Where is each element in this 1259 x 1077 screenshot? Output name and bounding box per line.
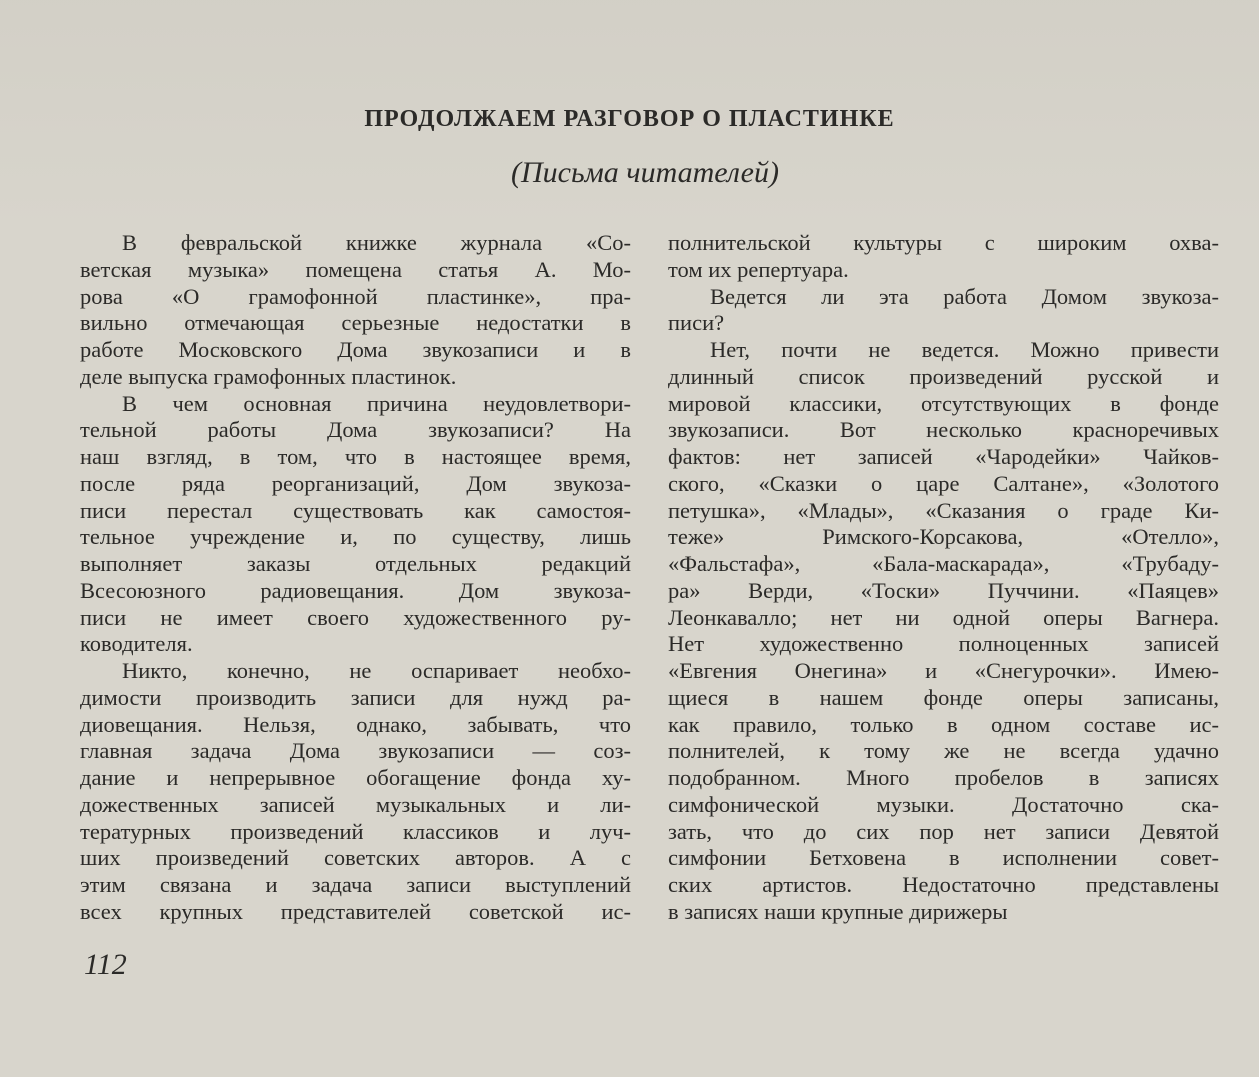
text-line: том их репертуара. (668, 256, 849, 282)
text-line: димости производить записи для нужд ра- (80, 684, 631, 710)
text-line: В чем основная причина неудовлетвори- (122, 390, 631, 416)
text-line: щиеся в нашем фонде оперы записаны, (668, 684, 1219, 710)
text-line: выполняет заказы отдельных редакций (80, 551, 631, 576)
text-line: симфонической музыки. Достаточно ска- (668, 791, 1219, 817)
text-line: фактов: нет записей «Чародейки» Чайков- (668, 444, 1219, 469)
text-line: «Евгения Онегина» и «Снегурочки». Имею- (668, 658, 1219, 683)
text-line: работе Московского Дома звукозаписи и в (80, 337, 631, 362)
text-line: Нет художественно полноценных записей (668, 631, 1219, 657)
text-line: писи перестал существовать как самостоя- (80, 497, 631, 523)
text-line: «Фальстафа», «Бала-маскарада», «Трубаду- (668, 551, 1219, 576)
text-line: ра» Верди, «Тоски» Пуччини. «Паяцев» (668, 577, 1219, 603)
text-line: В февральской книжке журнала «Со- (122, 230, 631, 255)
text-line: зать, что до сих пор нет записи Девятой (668, 818, 1219, 844)
text-line: тельное учреждение и, по существу, лишь (80, 524, 631, 550)
text-line: деле выпуска грамофонных пластинок. (80, 363, 457, 389)
text-line: Леонкавалло; нет ни одной оперы Вагнера. (668, 604, 1219, 630)
text-line: после ряда реорганизаций, Дом звукоза- (80, 470, 631, 496)
text-line: Нет, почти не ведется. Можно привести (710, 337, 1219, 362)
text-line: ветская музыка» помещена статья А. Мо- (80, 256, 631, 282)
text-line: Всесоюзного радиовещания. Дом звукоза- (80, 577, 631, 603)
text-line: писи не имеет своего художественного ру- (80, 604, 631, 630)
text-line: писи? (668, 310, 725, 336)
text-line: ского, «Сказки о царе Салтане», «Золотого (668, 470, 1219, 496)
text-line: мировой классики, отсутствующих в фонде (668, 390, 1219, 416)
left-text-column (80, 230, 631, 926)
text-line: главная задача Дома звукозаписи — соз- (80, 738, 631, 764)
text-line: симфонии Бетховена в исполнении совет- (668, 845, 1219, 871)
text-line: Никто, конечно, не оспаривает необхо- (122, 658, 631, 683)
text-line: дание и непрерывное обогащение фонда ху- (80, 765, 631, 790)
text-line: длинный список произведений русской и (668, 363, 1219, 389)
article-subtitle: (Письма читателей) (511, 156, 779, 189)
text-line: ших произведений советских авторов. А с (80, 845, 631, 871)
text-line: всех крупных представителей советской ис- (80, 898, 631, 924)
right-text-column (668, 230, 1219, 926)
text-line: вильно отмечающая серьезные недостатки в (80, 310, 631, 336)
text-line: петушка», «Млады», «Сказания о граде Ки- (668, 497, 1219, 523)
text-line: теже» Римского-Корсакова, «Отелло», (668, 524, 1219, 550)
text-line: наш взгляд, в том, что в настоящее время, (80, 444, 631, 469)
article-title: ПРОДОЛЖАЕМ РАЗГОВОР О ПЛАСТИНКЕ (364, 106, 895, 132)
text-line: как правило, только в одном составе ис- (668, 711, 1219, 737)
text-line: ководителя. (80, 631, 193, 657)
text-line: рова «О грамофонной пластинке», пра- (80, 283, 631, 309)
text-line: полнителей, к тому же не всегда удачно (668, 738, 1219, 764)
text-line: тельной работы Дома звукозаписи? На (80, 417, 631, 443)
text-line: диовещания. Нельзя, однако, забывать, что (80, 711, 631, 737)
text-line: тературных произведений классиков и луч- (80, 818, 631, 844)
text-line: Ведется ли эта работа Домом звукоза- (710, 283, 1219, 309)
text-line: звукозаписи. Вот несколько красноречивых (668, 417, 1219, 443)
text-line: подобранном. Много пробелов в записях (668, 765, 1219, 790)
text-line: дожественных записей музыкальных и ли- (80, 791, 631, 817)
text-line: в записях наши крупные дирижеры (668, 898, 1008, 924)
page-number: 112 (84, 948, 127, 981)
text-line: этим связана и задача записи выступлений (80, 872, 631, 897)
text-line: ских артистов. Недостаточно представлены (668, 872, 1219, 897)
text-line: полнительской культуры с широким охва- (668, 230, 1219, 255)
